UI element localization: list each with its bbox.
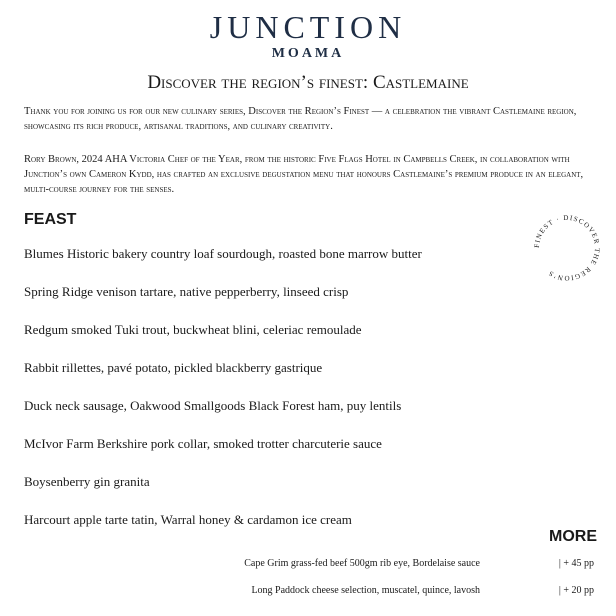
feast-list	[24, 241, 422, 545]
more-title: MORE	[549, 528, 597, 545]
more-item-description: Long Paddock cheese selection, muscatel, quince, lavosh	[251, 585, 480, 596]
feast-item: Spring Ridge venison tartare, native pepperberry, linseed crisp	[24, 284, 349, 299]
feast-item: Harcourt apple tarte tatin, Warral honey & cardamon ice cream	[24, 512, 352, 527]
svg-text:FINEST · DISCOVER THE REGION’S	[533, 214, 601, 282]
discover-stamp	[530, 211, 604, 285]
menu-heading: Discover the region’s finest: Castlemaine	[147, 72, 469, 93]
feast-title: FEAST	[24, 211, 77, 228]
more-item	[0, 585, 616, 605]
more-item-price: | + 45 pp	[558, 558, 594, 569]
feast-item: Rabbit rillettes, pavé potato, pickled blackberry gastrique	[24, 360, 323, 375]
brand-location: MOAMA	[271, 46, 345, 61]
intro-paragraph-1: Thank you for joining us for our new culinary series, Discover the Region’s Finest — a celebration the vibrant Castlemaine region, showcasing its rich produce, artisanal traditions, and culinary creativity.	[24, 106, 577, 132]
feast-item: Blumes Historic bakery country loaf sourdough, roasted bone marrow butter	[24, 246, 422, 261]
feast-item: Boysenberry gin granita	[24, 474, 150, 489]
feast-item: Redgum smoked Tuki trout, buckwheat blini, celeriac remoulade	[24, 322, 362, 337]
brand-name: JUNCTION	[209, 9, 407, 45]
more-item-description: Cape Grim grass-fed beef 500gm rib eye, Bordelaise sauce	[244, 558, 480, 569]
more-item	[0, 558, 616, 578]
intro-paragraph-2: Rory Brown, 2024 AHA Victoria Chef of the Year, from the historic Five Flags Hotel in Campbells Creek, in collaboration with Junction’s own Cameron Kydd, has crafted an exclusive degustation menu that honours Castlemaine’s premium produce in an elegant, multi-course journey for the senses.	[24, 154, 584, 195]
feast-item: Duck neck sausage, Oakwood Smallgoods Black Forest ham, puy lentils	[24, 398, 402, 413]
feast-item: McIvor Farm Berkshire pork collar, smoked trotter charcuterie sauce	[24, 436, 382, 451]
stamp-text: FINEST · DISCOVER THE REGION’S	[532, 213, 602, 283]
more-item-price: | + 20 pp	[558, 585, 594, 596]
